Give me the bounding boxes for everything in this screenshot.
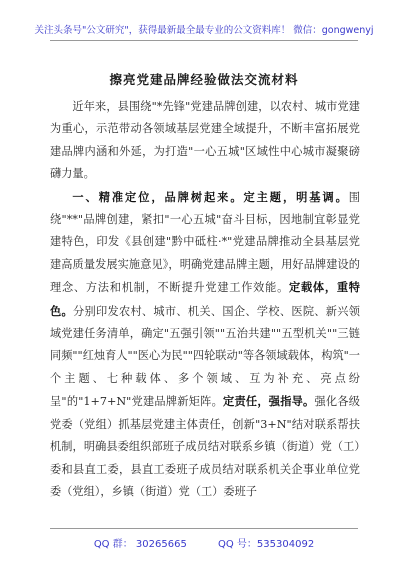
- subheading-define-responsibility: 定责任，强指导。: [223, 394, 315, 409]
- subheading-define-theme: 定主题，明基调。: [243, 189, 349, 204]
- paragraph-intro: [50, 96, 360, 186]
- paragraph-text: 近年来，县围绕"*先锋"党建品牌创建，以农村、城市党建为重心，示范带动各领域基层党建全域提升，不断丰富拓展党建品牌内涵和外延，为打造"一心五城"区域性中心城市凝聚磅礴力量。: [50, 100, 360, 181]
- paragraph-text: 强化各级党委（党组）抓基层党建主体责任，创新"3+N"结对联系帮扶机制，明确县委组织部班子成员结对联系乡镇（街道）党（工）委和县直工委，县直工委班子成员结对联系机关企事业单位党委（党组），乡镇（街道）党（工）委班子: [50, 395, 360, 498]
- footer-divider: [50, 528, 358, 529]
- qq-account-number: QQ 号：535304092: [218, 539, 315, 550]
- paragraph-section-one: [50, 186, 360, 504]
- document-title: 擦亮党建品牌经验做法交流材料: [109, 72, 299, 87]
- paragraph-text: 分别印发农村、城市、机关、国企、学校、医院、新兴领域党建任务清单，确定"五强引领""五治共建""五型机关""三链同频""红烛育人""医心为民""四轮联动"等各领域载体，构筑"一个主题、七种载体、多个领域、互为补充、亮点纷呈"的"1+7+N"党建品牌新矩阵。: [50, 304, 360, 409]
- header-divider: [50, 40, 358, 41]
- document-body: [50, 96, 360, 503]
- footer-contact: [0, 535, 408, 550]
- header-banner: 关注头条号"公文研究"，获得最新最全最专业的公文资料库！ 微信：gongwenyj: [34, 25, 374, 36]
- section-heading: 一、精准定位，品牌树起来。: [72, 189, 244, 204]
- qq-group-number: QQ 群： 30265665: [93, 539, 187, 550]
- paragraph-text: 围绕"**"品牌创建，紧扣"一心五城"奋斗目标，因地制宜彰显党建特色，印发《县创建"黔中砥柱·*"党建品牌推动全县基层党建高质量发展实施意见》，明确党建品牌主题，用好品牌建设的理念、方法和机制，不断提升党建工作效能。: [50, 190, 360, 295]
- subheading-define-carrier: 定载体，重特色。: [50, 280, 360, 318]
